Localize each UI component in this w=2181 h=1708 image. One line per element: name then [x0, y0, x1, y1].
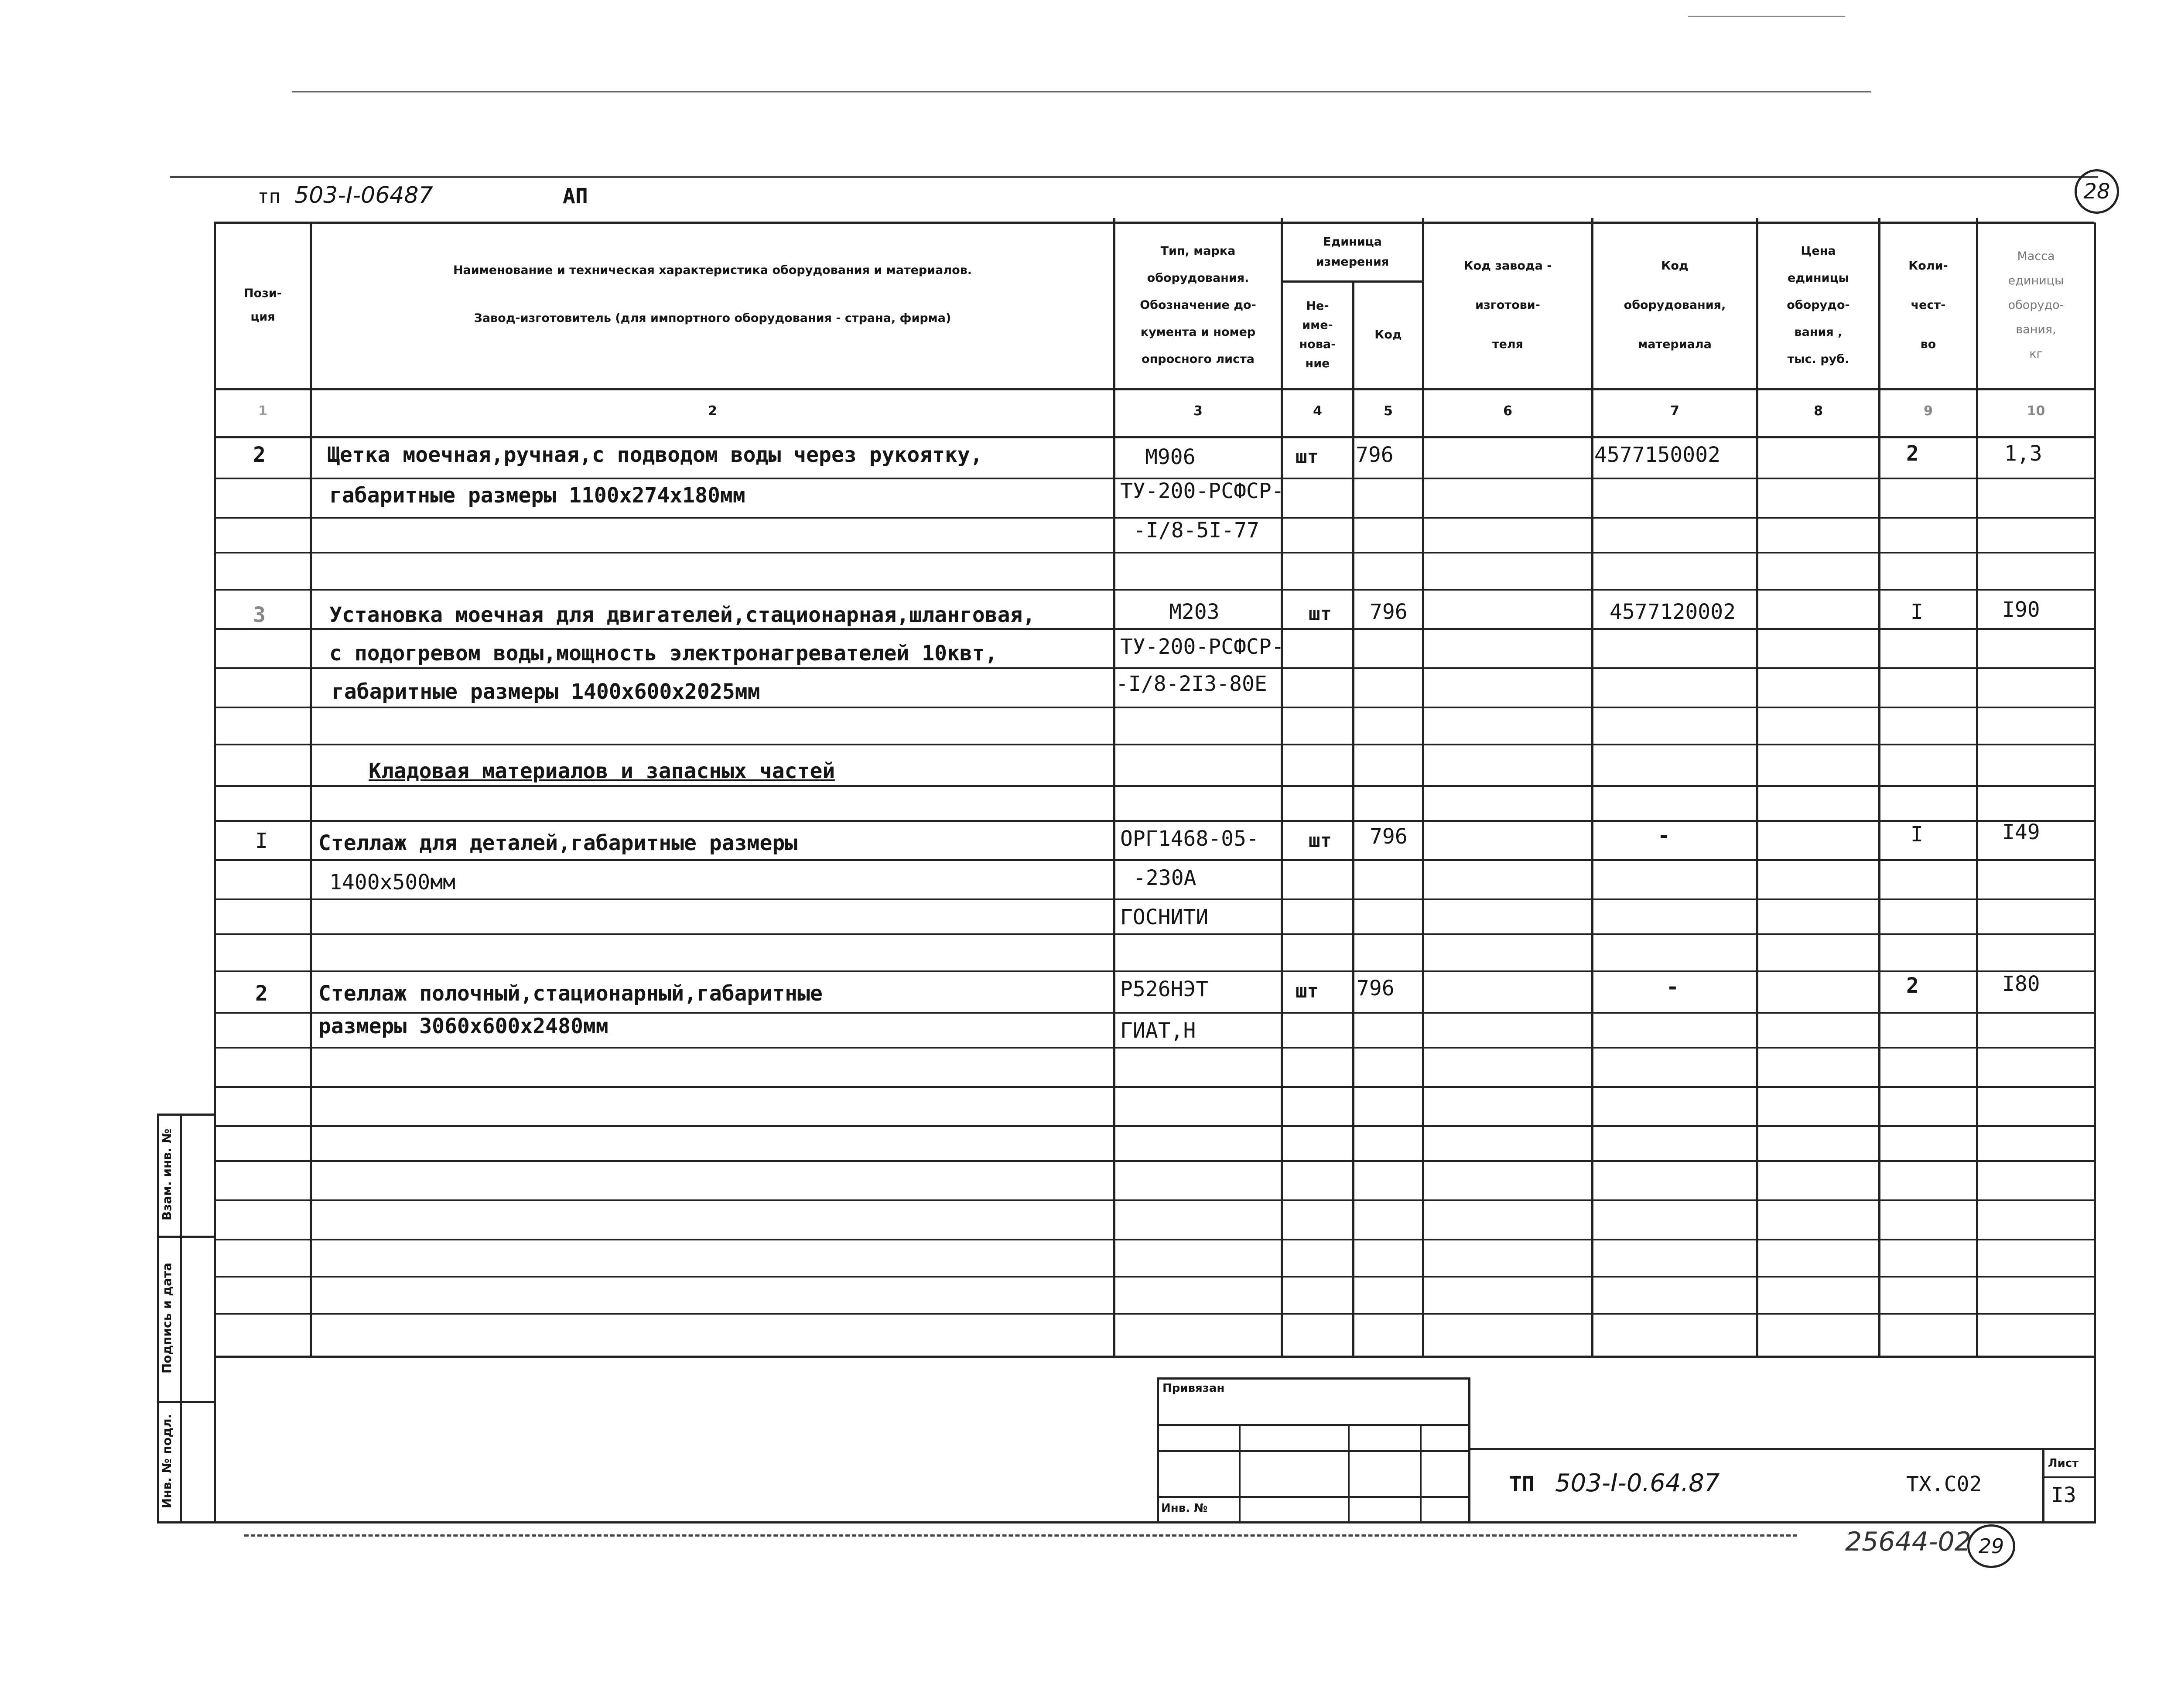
row1-unit: шт [1296, 446, 1319, 468]
colnum-9: 9 [1924, 403, 1933, 419]
row11-unit: шт [1296, 980, 1319, 1002]
privyazan-box-left [1157, 1377, 1159, 1522]
table-header-bottom [214, 388, 2096, 390]
table-row-line [214, 1276, 2096, 1278]
colnum-8: 8 [1814, 403, 1823, 419]
colnum-2: 2 [708, 403, 717, 419]
row11-name: Стеллаж полочный,стационарный,габаритные [318, 981, 823, 1006]
row8-unit: шт [1309, 830, 1332, 852]
side-label-inv: Инв. № подл. [160, 1414, 174, 1509]
titleblock-top [1470, 1448, 2096, 1450]
table-row-line [214, 1047, 2096, 1049]
sheet-code: ТХ.С02 [1906, 1472, 1982, 1496]
row11-mass: I80 [2002, 972, 2040, 996]
row5-name: с подогревом воды,мощность электронагревателей 10квт, [329, 641, 998, 666]
row11-pos: 2 [255, 981, 268, 1006]
table-row-line [214, 1086, 2096, 1088]
privyazan-v1 [1239, 1424, 1241, 1522]
table-row-line [214, 1239, 2096, 1240]
colnum-6: 6 [1503, 403, 1512, 419]
stamp-number: 25644-02 [1845, 1527, 1971, 1557]
row9-type: -230А [1133, 866, 1196, 890]
row1-mass: 1,3 [2004, 441, 2042, 466]
table-outer-bottom [157, 1521, 2096, 1524]
row8-type: ОРГ1468-05- [1120, 827, 1259, 851]
header-equip-code: Код оборудования, материала [1624, 259, 1726, 351]
table-row-line [214, 589, 2096, 591]
frame-top-rule [170, 176, 2098, 178]
row10-type: ГОСНИТИ [1120, 905, 1209, 929]
table-row-line [214, 1199, 2096, 1201]
row8-pos: I [255, 829, 268, 853]
header-pos: Пози- ция [244, 287, 282, 324]
inv-no-label: Инв. № [1161, 1502, 1208, 1515]
table-header-top [214, 222, 2094, 224]
table-unit-sub [1281, 280, 1422, 283]
row4-type: М203 [1169, 600, 1220, 624]
page-number-top: 28 [2083, 179, 2110, 204]
section-title: Кладовая материалов и запасных частей [369, 759, 835, 783]
row4-unit: шт [1309, 603, 1332, 625]
row1-type: М906 [1145, 445, 1196, 469]
row5-type: ТУ-200-РСФСР- [1120, 635, 1284, 659]
sheet-box-mid [2042, 1476, 2096, 1478]
table-row-line [214, 707, 2096, 708]
side-label-podpis: Подпись и дата [160, 1262, 174, 1374]
table-row-line [214, 820, 2096, 822]
table-row-line [214, 1125, 2096, 1127]
doc-section: АП [563, 184, 588, 208]
sheet-box-left [2042, 1448, 2044, 1522]
page-number-circle-top [2075, 169, 2119, 214]
row8-equip: - [1658, 823, 1670, 848]
table-row-line [214, 1160, 2096, 1162]
row4-mass: I90 [2002, 598, 2040, 622]
row8-name: Стеллаж для деталей,габаритные размеры [318, 831, 798, 855]
row4-name: Установка моечная для двигателей,стационарная,шланговая, [329, 603, 1036, 627]
header-qty: Коли- чест- во [1908, 259, 1948, 351]
table-row-line [214, 552, 2096, 553]
table-row-line [214, 744, 2096, 745]
row4-pos: 3 [253, 603, 266, 627]
table-row-line [214, 970, 2096, 972]
colnum-1: 1 [258, 403, 267, 419]
row11-type: Р526НЭТ [1120, 977, 1209, 1001]
privyazan-label: Привязан [1162, 1382, 1225, 1395]
table-col-unit-name [1352, 281, 1354, 1356]
colnum-3: 3 [1193, 403, 1203, 419]
row4-equip: 4577120002 [1610, 600, 1736, 624]
header-unit: Единица измерения [1316, 235, 1389, 269]
row8-mass: I49 [2002, 820, 2040, 844]
table-row-line [214, 933, 2096, 935]
privyazan-v3 [1420, 1424, 1422, 1522]
header-price: Цена единицы оборудо- вания , тыс. руб. [1787, 244, 1850, 366]
row9-name: 1400х500мм [329, 870, 455, 895]
table-row-line [214, 1012, 2096, 1014]
table-right-border [2094, 222, 2096, 1522]
page-number-bottom: 29 [1978, 1534, 2004, 1558]
table-row-line [214, 859, 2096, 861]
title-number: 503-I-0.64.87 [1555, 1469, 1720, 1497]
row1-equip: 4577150002 [1594, 443, 1720, 467]
row12-name: размеры 3060х600х2480мм [318, 1014, 608, 1038]
row1-name: Щетка моечная,ручная,с подводом воды через рукоятку, [327, 443, 983, 467]
colnum-4: 4 [1313, 403, 1322, 419]
table-row-line [214, 628, 2096, 630]
colnum-10: 10 [2027, 403, 2045, 419]
privyazan-v2 [1348, 1424, 1350, 1522]
header-name-2: Завод-изготовитель (для импортного оборудования - страна, фирма) [474, 311, 951, 325]
row11-code: 796 [1357, 976, 1395, 1001]
privyazan-row2 [1157, 1450, 1470, 1452]
row8-code: 796 [1370, 824, 1408, 849]
side-label-vzam: Взам. инв. № [160, 1128, 174, 1221]
row11-qty: 2 [1906, 974, 1919, 998]
header-unit-name: Не- име- нова- ние [1299, 299, 1336, 370]
row6-name: габаритные размеры 1400х600х2025мм [332, 680, 760, 704]
row2-type: ТУ-200-РСФСР- [1120, 479, 1284, 503]
sheet-number: I3 [2051, 1483, 2076, 1507]
header-name-1: Наименование и техническая характеристика оборудования и материалов. [453, 263, 972, 277]
row6-type: -I/8-2I3-80Е [1116, 672, 1267, 696]
colnum-7: 7 [1670, 403, 1679, 419]
title-prefix: ТП [1509, 1472, 1535, 1496]
table-row-line [214, 667, 2096, 669]
table-row-line [214, 898, 2096, 900]
row2-name: габаритные размеры 1100х274х180мм [329, 483, 745, 508]
row1-code: 796 [1356, 443, 1394, 467]
table-row-line [214, 1313, 2096, 1315]
row1-pos: 2 [253, 443, 266, 467]
top-rule-faint-2 [1688, 16, 1845, 17]
row4-code: 796 [1370, 600, 1408, 624]
row12-type: ГИАТ,Н [1120, 1018, 1196, 1043]
header-mass: Масса единицы оборудо- вания, кг [2008, 249, 2064, 361]
side-strip-mid [180, 1114, 182, 1522]
header-unit-code: Код [1374, 328, 1402, 342]
table-items-bottom [214, 1356, 2096, 1358]
row4-qty: I [1911, 600, 1923, 624]
colnum-5: 5 [1384, 403, 1393, 419]
row8-qty: I [1911, 822, 1923, 847]
side-strip-left [157, 1114, 159, 1522]
page-number-circle-bottom [1967, 1524, 2015, 1568]
table-col-pos [310, 222, 312, 1356]
privyazan-row1 [1157, 1424, 1470, 1426]
table-colnum-bottom [214, 436, 2096, 438]
table-row-line [214, 785, 2096, 787]
doc-code-top: тп [257, 185, 280, 208]
header-type: Тип, марка оборудования. Обозначение до- кумента и номер опросного листа [1140, 244, 1256, 366]
doc-number-top: 503-I-06487 [294, 182, 433, 208]
privyazan-box-top [1157, 1377, 1470, 1380]
top-rule-faint [292, 91, 1871, 92]
row1-qty: 2 [1906, 441, 1919, 466]
privyazan-row3 [1157, 1496, 1470, 1498]
row11-equip: - [1666, 975, 1679, 999]
header-maker-code: Код завода - изготови- теля [1463, 259, 1552, 351]
row3-type: -I/8-5I-77 [1133, 518, 1259, 543]
bottom-dashed-rule [244, 1534, 1797, 1537]
sheet-label: Лист [2048, 1457, 2079, 1470]
